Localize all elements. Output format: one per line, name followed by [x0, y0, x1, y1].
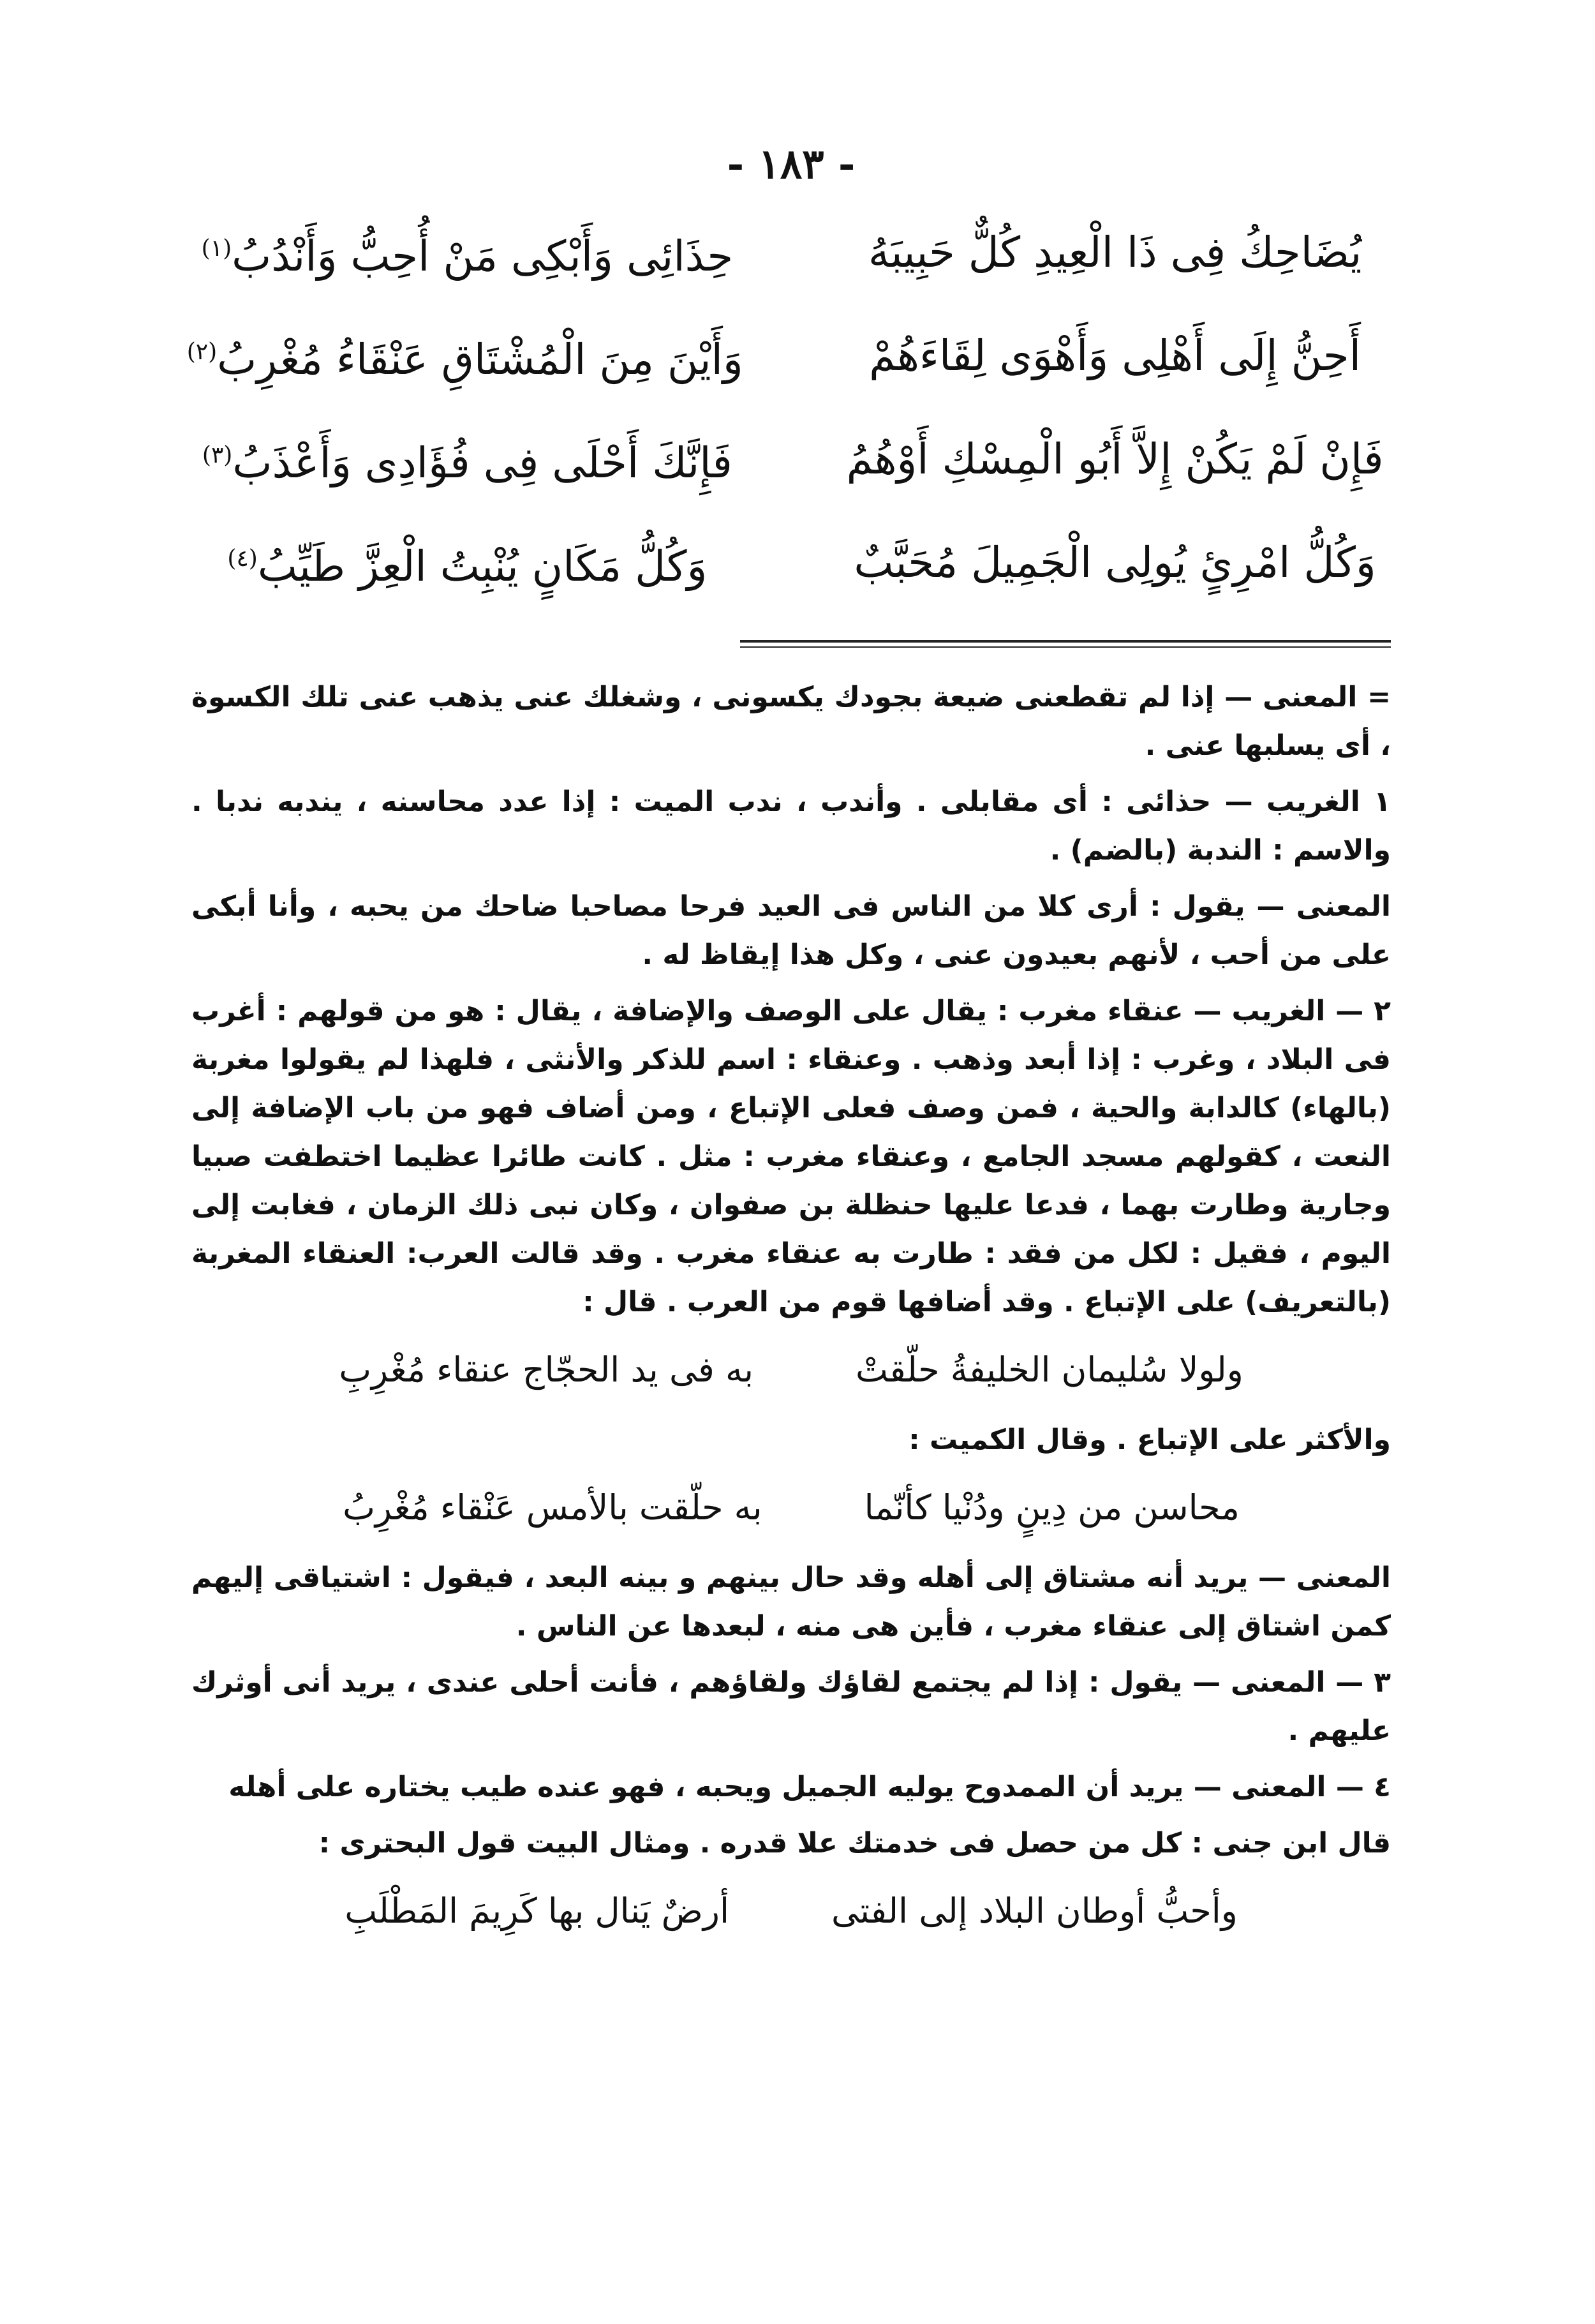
verse-hemistich-right: ولولا سُليمان الخليفةُ حلّقتْ	[855, 1350, 1243, 1390]
hemistich-left-text: حِذَائِى وَأَبْكِى مَنْ أُحِبُّ وَأَنْدُبُ	[232, 232, 734, 281]
hemistich-left-text: وَكُلُّ مَكَانٍ يُنْبِتُ الْعِزَّ طَيِّبُ	[257, 542, 708, 591]
poem-line	[191, 524, 1391, 602]
hemistich-left	[186, 317, 743, 395]
footnote-divider	[740, 640, 1391, 648]
hemistich-right: وَكُلُّ امْرِئٍ يُولِى الْجَمِيلَ مُحَبَّبٌ	[854, 538, 1376, 587]
verse-hemistich-left: أرضٌ يَنال بها كَرِيمَ المَطْلَبِ	[345, 1891, 729, 1931]
footnote-paragraph: ٢ — الغريب — عنقاء مغرب : يقال على الوصف والإضافة ، يقال : هو من قولهم : أغرب فى البلاد ، وغرب : إذا أبعد وذهب . وعنقاء : اسم للذكر والأنثى ، فلهذا لم يقولوا مغربة (بالهاء) كالدابة والحية ، فمن وصف فعلى الإتباع ، ومن أضاف فهو من باب الإضافة إلى النعت ، كقولهم مسجد الجامع ، وعنقاء مغرب : مثل . كانت طائرا عظيما اختطفت صبيا وجارية وطارت بهما ، فدعا عليها حنظلة بن صفوان ، وكان نبى ذلك الزمان ، فغابت إلى اليوم ، فقيل : لكل من فقد : طارت به عنقاء مغرب . وقد قالت العرب: العنقاء المغربة (بالتعريف) على الإتباع . وقد أضافها قوم من العرب . قال :	[191, 995, 1391, 1318]
footnote-paragraph: المعنى — يقول : أرى كلا من الناس فى العيد فرحا مصاحبا ضاحك من يحبه ، وأنا أبكى على من أحب ، لأنهم بعيدون عنى ، وكل هذا إيقاظ له .	[191, 890, 1391, 971]
footnotes	[191, 673, 1391, 1943]
verse-hemistich-left: به حلّقت بالأمس عَنْقاء مُغْرِبُ	[343, 1487, 762, 1528]
footnote-paragraph: = المعنى — إذا لم تقطعنى ضيعة بجودك يكسونى ، وشغلك عنى يذهب عنى تلك الكسوة ، أى يسلبها عنى .	[191, 681, 1391, 762]
hemistich-left-text: فَإِنَّكَ أَحْلَى فِى فُؤَادِى وَأَعْذَبُ	[232, 438, 732, 488]
footnote-paragraph: قال ابن جنى : كل من حصل فى خدمتك علا قدره . ومثال البيت قول البحترى :	[318, 1827, 1391, 1859]
footnote-paragraph: ١ الغريب — حذائى : أى مقابلى . وأندب ، ندب الميت : إذا عدد محاسنه ، يندبه ندبا . والاسم : الندبة (بالضم) .	[191, 786, 1391, 867]
poem	[186, 214, 1391, 602]
hemistich-right: يُضَاحِكُ فِى ذَا الْعِيدِ كُلٌّ حَبِيبَهُ	[868, 228, 1362, 277]
hemistich-right: أَحِنُّ إِلَى أَهْلِى وَأَهْوَى لِقَاءَهُمْ	[869, 331, 1361, 380]
verse-hemistich-right: محاسن من دِينٍ ودُنْيا كأنّما	[864, 1487, 1240, 1528]
verse-hemistich-right: وأحبُّ أوطان البلاد إلى الفتى	[831, 1891, 1238, 1931]
page-number: - ١٨٣ -	[727, 140, 856, 188]
hemistich-left	[191, 214, 743, 292]
quoted-verse	[191, 1338, 1391, 1402]
poem-line	[191, 214, 1391, 292]
poem-line	[186, 317, 1391, 395]
poem-line	[191, 421, 1391, 498]
hemistich-right: فَإِنْ لَمْ يَكُنْ إِلاَّ أَبُو الْمِسْكِ أَوْهُمُ	[846, 435, 1384, 484]
hemistich-left	[191, 421, 743, 498]
hemistich-left-text: وَأَيْنَ مِنَ الْمُشْتَاقِ عَنْقَاءُ مُغْرِبُ	[217, 335, 743, 384]
footnote-marker: (٤)	[227, 546, 258, 572]
quoted-verse	[191, 1476, 1391, 1540]
footnote-paragraph: ٤ — المعنى — يريد أن الممدوح يوليه الجميل ويحبه ، فهو عنده طيب يختاره على أهله	[228, 1771, 1391, 1803]
verse-hemistich-left: به فى يد الحجّاج عنقاء مُغْرِبِ	[339, 1350, 753, 1390]
book-page	[186, 140, 1391, 2246]
footnote-paragraph: ٣ — المعنى — يقول : إذا لم يجتمع لقاؤك ولقاؤهم ، فأنت أحلى عندى ، يريد أنى أوثرك عليهم .	[191, 1666, 1391, 1747]
footnote-paragraph: والأكثر على الإتباع . وقال الكميت :	[909, 1424, 1391, 1456]
footnote-marker: (٢)	[186, 339, 218, 365]
footnote-marker: (٣)	[202, 442, 233, 468]
quoted-verse	[191, 1879, 1391, 1943]
hemistich-left	[191, 524, 743, 602]
footnote-marker: (١)	[201, 235, 232, 262]
footnote-paragraph: المعنى — يريد أنه مشتاق إلى أهله وقد حال بينهم و بينه البعد ، فيقول : اشتياقى إليهم كمن اشتاق إلى عنقاء مغرب ، فأين هى منه ، لبعدها عن الناس .	[191, 1561, 1391, 1642]
